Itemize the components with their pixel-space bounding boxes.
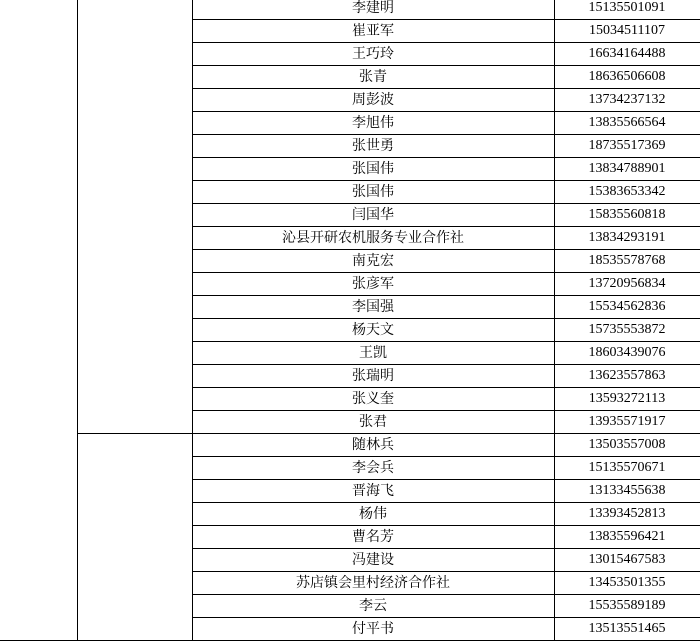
phone-cell: 13835566564 — [554, 112, 700, 135]
phone-cell: 13593272113 — [554, 388, 700, 411]
group-cell — [77, 0, 192, 434]
phone-cell: 18603439076 — [554, 342, 700, 365]
table-row — [0, 0, 700, 20]
name-cell: 苏店镇会里村经济合作社 — [192, 572, 554, 595]
name-cell: 杨伟 — [192, 503, 554, 526]
name-cell: 冯建设 — [192, 549, 554, 572]
phone-cell: 13503557008 — [554, 434, 700, 457]
name-cell: 张世勇 — [192, 135, 554, 158]
table-row — [0, 434, 700, 457]
name-cell: 周彭波 — [192, 89, 554, 112]
name-cell: 随林兵 — [192, 434, 554, 457]
name-cell: 李会兵 — [192, 457, 554, 480]
phone-cell: 13513551465 — [554, 618, 700, 641]
phone-cell: 13834293191 — [554, 227, 700, 250]
phone-cell: 13935571917 — [554, 411, 700, 434]
phone-cell: 13734237132 — [554, 89, 700, 112]
phone-cell: 18636506608 — [554, 66, 700, 89]
name-cell: 张瑞明 — [192, 365, 554, 388]
name-cell: 张青 — [192, 66, 554, 89]
name-cell: 王巧玲 — [192, 43, 554, 66]
phone-cell: 15535589189 — [554, 595, 700, 618]
phone-cell: 13015467583 — [554, 549, 700, 572]
phone-cell: 18735517369 — [554, 135, 700, 158]
phone-cell: 15135501091 — [554, 0, 700, 20]
name-cell: 李云 — [192, 595, 554, 618]
name-cell: 张国伟 — [192, 158, 554, 181]
phone-cell: 13453501355 — [554, 572, 700, 595]
name-cell: 李建明 — [192, 0, 554, 20]
group-cell — [77, 434, 192, 641]
phone-cell: 13834788901 — [554, 158, 700, 181]
name-cell: 付平书 — [192, 618, 554, 641]
name-cell: 晋海飞 — [192, 480, 554, 503]
phone-cell: 15135570671 — [554, 457, 700, 480]
phone-cell: 13623557863 — [554, 365, 700, 388]
phone-cell: 15383653342 — [554, 181, 700, 204]
region-cell — [0, 0, 77, 641]
name-cell: 张义奎 — [192, 388, 554, 411]
phone-cell: 15534562836 — [554, 296, 700, 319]
phone-cell: 16634164488 — [554, 43, 700, 66]
phone-cell: 15034511107 — [554, 20, 700, 43]
phone-cell: 18535578768 — [554, 250, 700, 273]
name-cell: 闫国华 — [192, 204, 554, 227]
name-cell: 南克宏 — [192, 250, 554, 273]
phone-cell: 15835560818 — [554, 204, 700, 227]
phone-cell: 13720956834 — [554, 273, 700, 296]
name-cell: 王凯 — [192, 342, 554, 365]
name-cell: 张国伟 — [192, 181, 554, 204]
name-cell: 张彦军 — [192, 273, 554, 296]
name-cell: 曹名芳 — [192, 526, 554, 549]
name-cell: 崔亚军 — [192, 20, 554, 43]
name-cell: 张君 — [192, 411, 554, 434]
name-cell: 沁县开研农机服务专业合作社 — [192, 227, 554, 250]
name-cell: 杨天文 — [192, 319, 554, 342]
phone-cell: 13393452813 — [554, 503, 700, 526]
phone-cell: 13835596421 — [554, 526, 700, 549]
name-cell: 李旭伟 — [192, 112, 554, 135]
name-cell: 李国强 — [192, 296, 554, 319]
phone-cell: 15735553872 — [554, 319, 700, 342]
phone-cell: 13133455638 — [554, 480, 700, 503]
